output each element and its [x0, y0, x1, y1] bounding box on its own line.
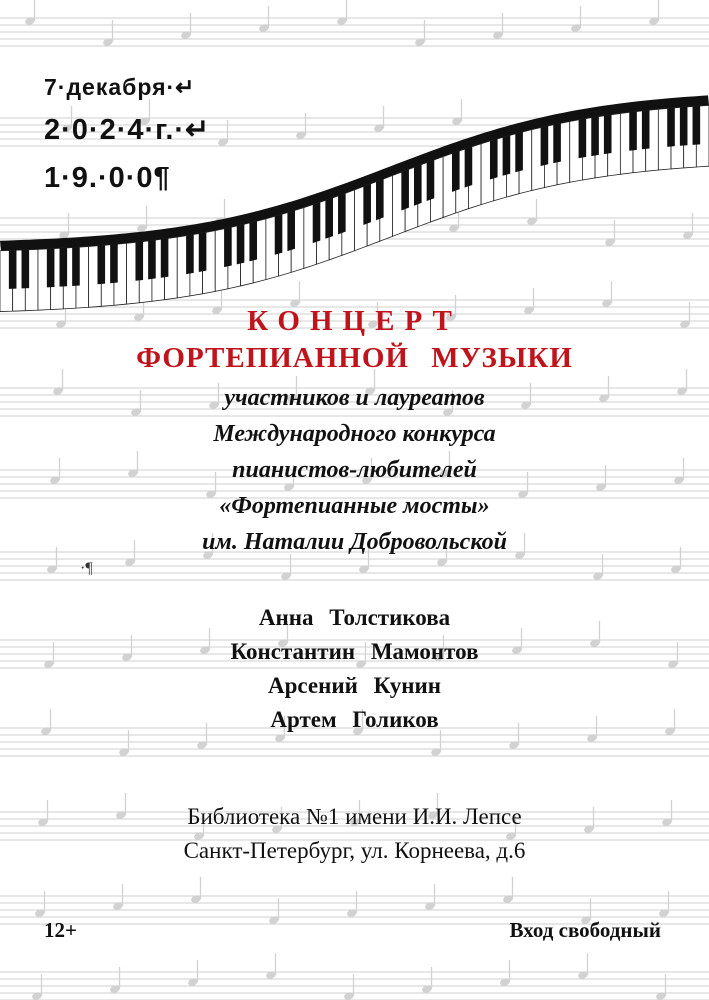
venue-address: Санкт-Петербург, ул. Корнеева, д.6: [183, 838, 526, 863]
black-key: [515, 132, 523, 172]
black-key: [161, 238, 169, 277]
black-key: [275, 214, 283, 255]
black-key: [338, 193, 346, 234]
black-key: [135, 242, 143, 281]
subtitle-line: участников и лауреатов: [224, 385, 485, 411]
black-key: [667, 108, 675, 147]
black-key: [22, 250, 30, 289]
subtitle-line: им. Наталии Добровольской: [202, 529, 507, 555]
black-key: [642, 110, 650, 149]
black-key: [553, 123, 561, 163]
black-key: [579, 119, 587, 159]
paragraph-marker: ·¶: [80, 560, 93, 577]
performer-name: Артем Голиков: [270, 707, 439, 732]
venue-name: Библиотека №1 имени И.И. Лепсе: [187, 804, 522, 829]
subtitle-line: Международного конкурса: [213, 421, 496, 447]
concert-date: 7·декабря·↵: [44, 74, 196, 100]
black-key: [427, 160, 435, 201]
black-key: [249, 221, 257, 261]
performer-name: Анна Толстикова: [258, 605, 451, 630]
performer-name: Константин Мамонтов: [230, 639, 479, 664]
black-key: [237, 224, 245, 264]
black-key: [680, 107, 688, 146]
black-key: [604, 115, 612, 154]
black-key: [72, 247, 80, 286]
black-key: [97, 245, 105, 284]
performer-name: Арсений Кунин: [268, 673, 441, 698]
black-key: [465, 147, 473, 188]
black-key: [9, 250, 17, 289]
black-key: [376, 179, 384, 220]
black-key: [452, 151, 460, 192]
black-key: [186, 234, 194, 274]
black-key: [693, 106, 701, 145]
black-key: [287, 210, 295, 251]
black-key: [414, 164, 422, 205]
black-key: [363, 184, 371, 225]
title-piano-music: ФОРТЕПИАННОЙ МУЗЫКИ: [136, 342, 573, 374]
black-key: [541, 126, 549, 166]
black-key: [60, 248, 68, 287]
black-key: [47, 249, 55, 288]
black-key: [629, 111, 637, 150]
black-key: [325, 198, 333, 239]
black-key: [503, 135, 511, 176]
black-key: [224, 227, 232, 267]
black-key: [148, 240, 156, 279]
subtitle-line: «Фортепианные мосты»: [219, 493, 490, 519]
black-key: [591, 116, 599, 156]
black-key: [313, 202, 321, 243]
subtitle-line: пианистов-любителей: [232, 457, 477, 483]
admission-note: Вход свободный: [509, 918, 661, 942]
concert-time: 1·9.·0·0¶: [44, 162, 171, 194]
concert-year: 2·0·2·4·г.·↵: [44, 114, 211, 146]
black-key: [110, 244, 118, 283]
black-key: [199, 232, 207, 272]
black-key: [401, 169, 409, 210]
title-concert: КОНЦЕРТ: [247, 305, 462, 337]
age-rating: 12+: [44, 918, 77, 942]
black-key: [490, 139, 498, 180]
